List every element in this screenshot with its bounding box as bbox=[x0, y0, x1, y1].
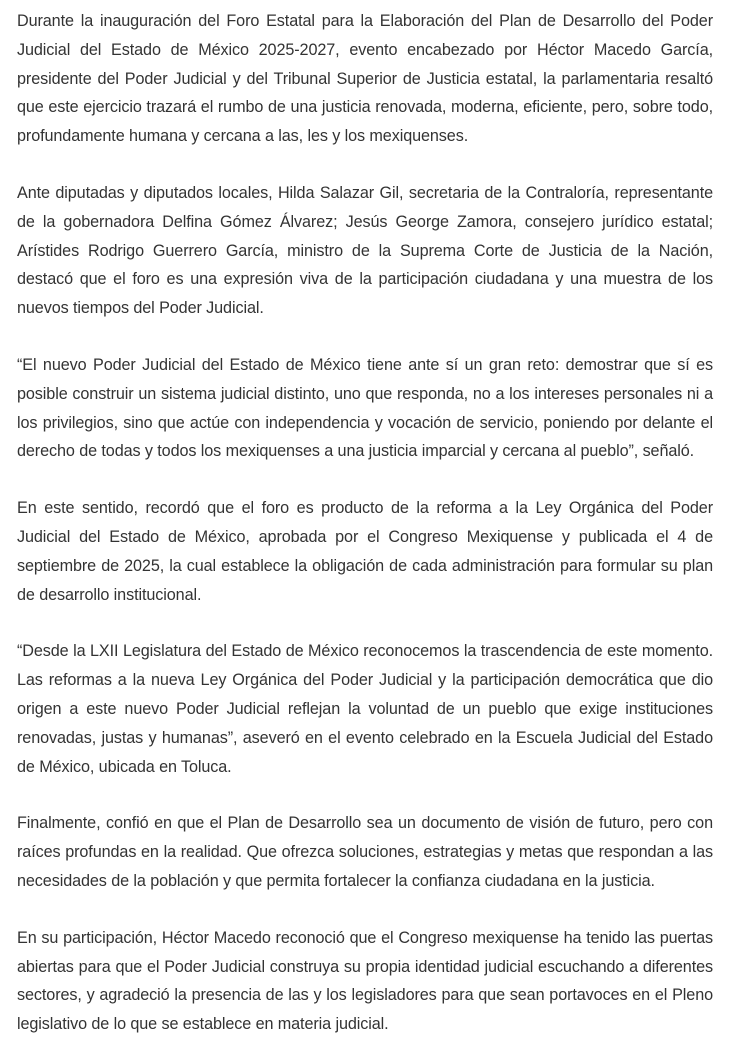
paragraph-development-plan: Finalmente, confió en que el Plan de Desarrollo sea un documento de visión de futuro, pero con raíces profundas en la realidad. Que ofrezca soluciones, estrategias y metas que respondan a las necesidades de la población y que permita fortalecer la confianza ciudadana en la justicia. bbox=[17, 814, 713, 890]
paragraph-attendees: Ante diputadas y diputados locales, Hilda Salazar Gil, secretaria de la Contraloría, representante de la gobernadora Delfina Gómez Álvarez; Jesús George Zamora, consejero jurídico estatal; Arístides Rodrigo Guerrero García, ministro de la Suprema Corte de Justicia de la Nación, destacó que el foro es una expresión viva de la participación ciudadana y una muestra de los nuevos tiempos del Poder Judicial. bbox=[17, 183, 713, 318]
paragraph-law-reform: En este sentido, recordó que el foro es producto de la reforma a la Ley Orgánica del Poder Judicial del Estado de México, aprobada por el Congreso Mexiquense y publicada el 4 de septiembre de 2025, la cual establece la obligación de cada administración para formular su plan de desarrollo institucional. bbox=[17, 499, 713, 604]
paragraph-quote-challenge: “El nuevo Poder Judicial del Estado de México tiene ante sí un gran reto: demostrar que sí es posible construir un sistema judicial distinto, uno que responda, no a los intereses personales ni a los privilegios, sino que actúe con independencia y vocación de servicio, poniendo por delante el derecho de todas y todos los mexiquenses a una justicia imparcial y cercana al pueblo”, señaló. bbox=[17, 355, 713, 461]
paragraph-inauguration: Durante la inauguración del Foro Estatal para la Elaboración del Plan de Desarrollo del Poder Judicial del Estado de México 2025-2027, evento encabezado por Héctor Macedo García, presidente del Poder Judicial y del Tribunal Superior de Justicia estatal, la parlamentaria resaltó que este ejercicio trazará el rumbo de una justicia renovada, moderna, eficiente, pero, sobre todo, profundamente humana y cercana a las, les y los mexiquenses. bbox=[17, 12, 713, 146]
paragraph-macedo-participation: En su participación, Héctor Macedo reconoció que el Congreso mexiquense ha tenido las puertas abiertas para que el Poder Judicial construya su propia identidad judicial escuchando a diferentes sectores, y agradeció la presencia de las y los legisladores para que sean portavoces en el Pleno legislativo de lo que se establece en materia judicial. bbox=[17, 928, 713, 1034]
paragraph-quote-legislature: “Desde la LXII Legislatura del Estado de México reconocemos la trascendencia de este momento. Las reformas a la nueva Ley Orgánica del Poder Judicial y la participación democrática que dio origen a este nuevo Poder Judicial reflejan la voluntad de un pueblo que exige instituciones renovadas, justas y humanas”, aseveró en el evento celebrado en la Escuela Judicial del Estado de México, ubicada en Toluca. bbox=[17, 642, 713, 776]
